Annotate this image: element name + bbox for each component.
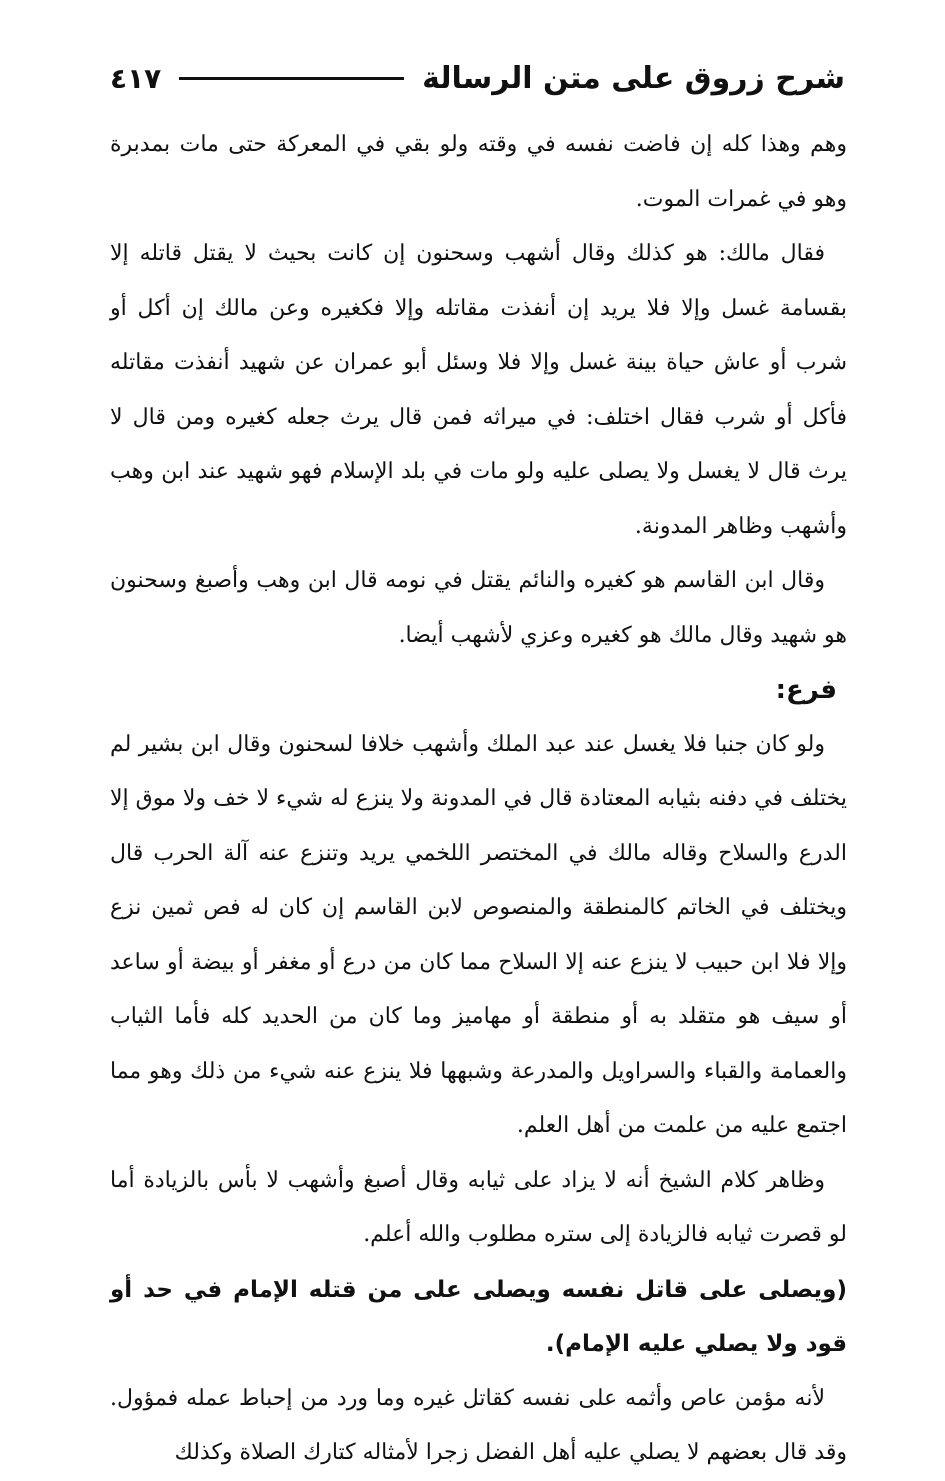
matn-quote: (ويصلى على قاتل نفسه ويصلى على من قتله الإمام في حد أو قود ولا يصلي عليه الإمام). [110,1276,847,1357]
book-title: شرح زروق على متن الرسالة [422,60,845,96]
paragraph-5: وظاهر كلام الشيخ أنه لا يزاد على ثيابه وقال أصبغ وأشهب لا بأس بالزيادة أما لو قصرت ثيابه فالزيادة إلى ستره مطلوب والله أعلم. [110,1167,847,1247]
paragraph-3: وقال ابن القاسم هو كغيره والنائم يقتل في نومه قال ابن وهب وأصبغ وسحنون هو شهيد وقال مالك هو كغيره وعزي لأشهب أيضا. [110,568,847,648]
paragraph-2: فقال مالك: هو كذلك وقال أشهب وسحنون إن كانت بحيث لا يقتل قاتله إلا بقسامة غسل وإلا فلا يريد إن أنفذت مقاتله وإلا فكغيره وعن مالك إن أكل أو شرب أو عاش حياة بينة غسل وإلا فلا وسئل أبو عمران عن شهيد أنفذت مقاتله فأكل أو شرب فقال اختلف: في ميراثه فمن قال يرث جعله كغيره ومن قال لا يرث قال لا يغسل ولا يصلى عليه ولو مات في بلد الإسلام فهو شهيد عند ابن وهب وأشهب وظاهر المدونة. [110,241,847,539]
page-body [110,118,847,1481]
page-number: ٤١٧ [110,61,162,95]
paragraph-1: وهم وهذا كله إن فاضت نفسه في وقته ولو بقي في المعركة حتى مات بمدبرة وهو في غمرات الموت. [110,132,847,212]
page-header [110,48,845,108]
paragraph-4: ولو كان جنبا فلا يغسل عند عبد الملك وأشهب خلافا لسحنون وقال ابن بشير لم يختلف في دفنه بثيابه المعتادة قال في المدونة ولا ينزع له شيء لا خف ولا موق إلا الدرع والسلاح وقاله مالك في المختصر اللخمي يريد وتنزع عنه آلة الحرب قال ويختلف في الخاتم كالمنطقة والمنصوص لابن القاسم إن كان له فص ثمين نزع وإلا فلا ابن حبيب لا ينزع عنه إلا السلاح مما كان من درع أو مغفر أو بيضة أو ساعد أو سيف هو متقلد به أو منطقة أو مهاميز وما كان من الحديد كله فأما الثياب والعمامة والقباء والسراويل والمدرعة وشبهها فلا ينزع عنه شيء من ذلك وهو مما اجتمع عليه من علمت من أهل العلم. [110,731,847,1138]
section-heading: فرع: [775,675,837,705]
header-rule [179,77,404,80]
paragraph-6: لأنه مؤمن عاص وأثمه على نفسه كقاتل غيره وما ورد من إحباط عمله فمؤول. وقد قال بعضهم لا يصلي عليه أهل الفضل زجرا لأمثاله كتارك الصلاة وكذلك [110,1385,847,1465]
